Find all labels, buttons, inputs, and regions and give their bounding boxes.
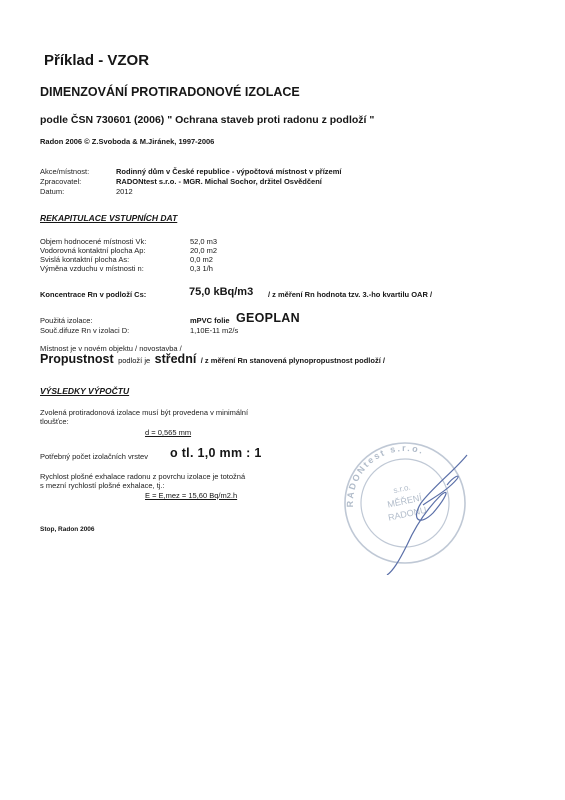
concentration-label: Koncentrace Rn v podloží Cs: — [40, 290, 147, 299]
permeability-word: Propustnost — [40, 352, 114, 366]
permeability-mid: podloží je — [118, 356, 151, 365]
info-value-akce: Rodinný dům v České republice - výpočtová místnost v přízemí — [116, 167, 342, 176]
layers-label: Potřebný počet izolačních vrstev — [40, 452, 148, 461]
permeability-note: / z měření Rn stanovená plynopropustnost podloží / — [200, 356, 385, 365]
input-label-horizontal: Vodorovná kontaktní plocha Ap: — [40, 246, 146, 255]
insulation-label: Použitá izolace: — [40, 316, 93, 325]
info-value-zpracovatel: RADONtest s.r.o. - MGR. Michal Sochor, držitel Osvědčení — [116, 177, 322, 186]
software-credit: Radon 2006 © Z.Svoboda & M.Jiránek, 1997-2006 — [40, 137, 215, 146]
input-label-air-exchange: Výměna vzduchu v místnosti n: — [40, 264, 144, 273]
concentration-value: 75,0 kBq/m3 — [189, 286, 254, 298]
building-note: Místnost je v novém objektu / novostavba / — [40, 344, 182, 353]
diffusion-value: 1,10E-11 m2/s — [190, 326, 239, 335]
inputs-heading: REKAPITULACE VSTUPNÍCH DAT — [40, 213, 178, 223]
layers-value: o tl. 1,0 mm : 1 — [170, 446, 262, 460]
thickness-value: d = 0,565 mm — [145, 428, 192, 437]
page-title: Příklad - VZOR — [44, 52, 150, 69]
document-subtitle: DIMENZOVÁNÍ PROTIRADONOVÉ IZOLACE — [40, 85, 300, 99]
stamp-ring-text: RADONtest s.r.o. — [344, 442, 426, 508]
info-label-zpracovatel: Zpracovatel: — [40, 177, 82, 186]
thickness-text-1: Zvolená protiradonová izolace musí být provedena v minimální — [40, 408, 249, 417]
insulation-name: GEOPLAN — [236, 311, 300, 325]
stamp-center-1: s.r.o. — [392, 482, 412, 496]
permeability-line — [40, 350, 385, 368]
input-value-air-exchange: 0,3 1/h — [190, 264, 213, 273]
permeability-level: střední — [154, 352, 197, 366]
input-label-vertical: Svislá kontaktní plocha As: — [40, 255, 130, 264]
exhalation-text-2: s mezní rychlostí plošné exhalace, tj.: — [40, 481, 165, 490]
insulation-prefix: mPVC folie — [190, 316, 230, 325]
info-value-datum: 2012 — [116, 187, 133, 196]
exhalation-value: E = E,mez = 15,60 Bq/m2.h — [145, 491, 238, 500]
standard-reference: podle ČSN 730601 (2006) " Ochrana staveb proti radonu z podloží " — [40, 114, 375, 126]
stamp-center-2: MĚŘENÍ — [386, 492, 423, 510]
info-label-akce: Akce/místnost: — [40, 167, 90, 176]
thickness-text-2: tloušťce: — [40, 417, 69, 426]
stamp-center-3: RADONU — [387, 504, 428, 523]
input-label-volume: Objem hodnocené místnosti Vk: — [40, 237, 147, 246]
footer-text: Stop, Radon 2006 — [40, 526, 95, 533]
input-value-vertical: 0,0 m2 — [190, 255, 213, 264]
input-value-horizontal: 20,0 m2 — [190, 246, 218, 255]
input-value-volume: 52,0 m3 — [190, 237, 218, 246]
signature-flourish — [423, 476, 458, 505]
concentration-note: / z měření Rn hodnota tzv. 3.-ho kvartilu OAR / — [268, 290, 433, 299]
info-label-datum: Datum: — [40, 187, 65, 196]
exhalation-text-1: Rychlost plošné exhalace radonu z povrchu izolace je totožná — [40, 472, 246, 481]
company-stamp — [335, 395, 475, 575]
results-heading: VÝSLEDKY VÝPOČTU — [40, 386, 130, 396]
diffusion-label: Souč.difuze Rn v izolaci D: — [40, 326, 130, 335]
